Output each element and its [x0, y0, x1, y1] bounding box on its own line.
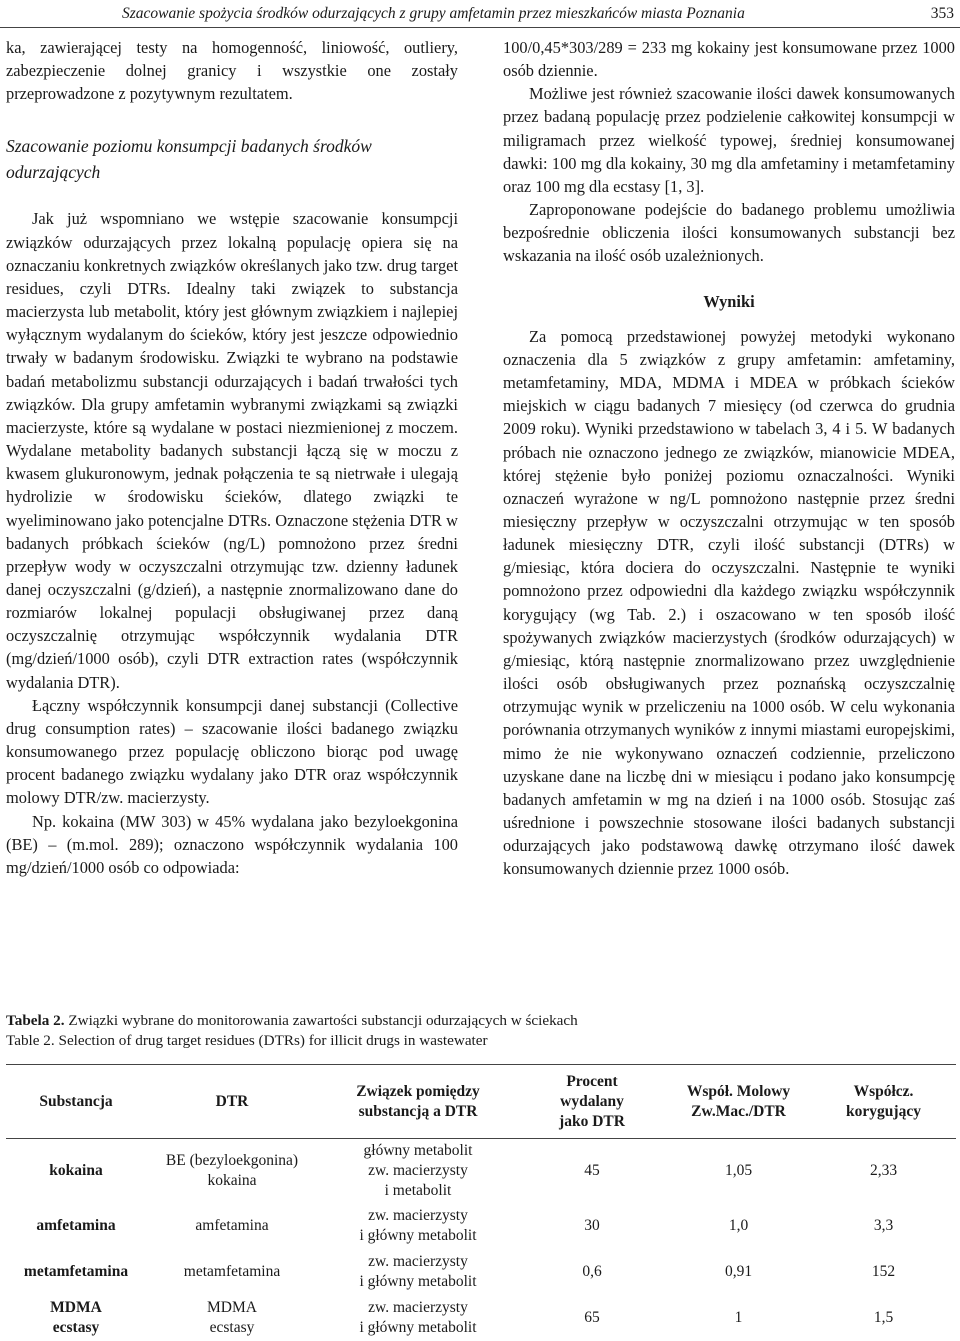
paragraph-approach: Zaproponowane podejście do badanego problemu umożliwia bezpośrednie obliczenia ilości konsumowanych substancji bez wskazania na ilość osób uzależnionych. — [503, 200, 955, 266]
col-header-dtr: DTR — [146, 1065, 318, 1139]
cell-correction: 1,5 — [873, 1309, 894, 1326]
table-caption-en: Table 2. Selection of drug target residues (DTRs) for illicit drugs in wastewater — [6, 1032, 488, 1049]
paragraph-continuation: 100/0,45*303/289 = 233 mg kokainy jest konsumowane przez 1000 osób dziennie. — [503, 38, 955, 81]
table-caption-label: Tabela 2. — [6, 1012, 65, 1029]
cell-relation: zw. macierzysty i główny metabolit — [359, 1299, 477, 1336]
cell-correction: 152 — [871, 1263, 896, 1280]
paragraph-results: Za pomocą przedstawionej powyżej metodyki wykonano oznaczenia dla 5 związków z grupy amfetamin: amfetaminy, metamfetaminy, MDA, MDMA i MDEA w próbkach ścieków miejskich w ciągu badanych 7 miesięcy (od czerwca do grudnia 2009 roku). Wyniki przedstawiono w tabelach 3, 4 i 5. W badanych próbach nie oznaczono jednego ze związków, mianowicie MDEA, której stężenie było poniżej poziomu oznaczalności. Wyniki oznaczeń wyrażone w ng/L pomnożono następnie przez średni miesięczny przepływ w oczyszczalni otrzymując w ten sposób ładunek miesięczny DTR, czyli ilość substancji (DTRs) w g/miesiąc, która dociera do oczyszczalni. Następnie te wyniki pomnożono przez odpowiedni dla każdego związku współczynnik korygujący (wg Tab. 2.) i oszacowano w ten sposób ilość spożywanych związków macierzystych (środków odurzających) w g/miesiąc, którą następnie znormalizowano przez uwzględnienie ilości osób obsługiwanych przez poznańską oczyszczalnię otrzymując wynik w przeliczeniu na 1000 osób. W celu wykonania porównania otrzymanych wyników z innymi miastami europejskimi, mimo że nie wykonywano oznaczeń codziennie, przeliczono uzyskane dane na liczbę dni w miesiącu i podano jako konsumpcję badanych amfetamin w mg na dzień i na 1000 osób. Stosując zaś uśrednione i powszechnie stosowane ilości badanych substancji odurzających jako podstawową dawkę otrzymano ilość dawek konsumowanych dziennie przez 1000 osób. — [503, 326, 956, 879]
paragraph-intro: ka, zawierającej testy na homogenność, liniowość, outliery, zabezpieczenie dolnej granicy i wszystkie one zostały przeprowadzone z pozytywnym rezultatem. — [6, 38, 458, 104]
cell-dtr: MDMA ecstasy — [207, 1299, 257, 1336]
cell-correction: 3,3 — [873, 1217, 894, 1234]
col-header-molar: Współ. Molowy Zw.Mac./DTR — [666, 1065, 811, 1139]
cell-percent: 65 — [584, 1309, 600, 1326]
paragraph-doses: Możliwe jest również szacowanie ilości dawek konsumowanych przez badaną populację przez podzielenie całkowitej konsumpcji w miligramach przez wielkość typowej, średniej konsumowanej dawki: 100 mg dla kokainy, 30 mg dla amfetaminy i metamfetaminy oraz 100 mg dla ecstasy [1, 3]. — [503, 84, 955, 196]
cell-percent: 30 — [584, 1217, 600, 1234]
col-header-relation: Związek pomiędzy substancją a DTR — [318, 1065, 518, 1139]
table-row — [6, 1139, 956, 1204]
cell-dtr: amfetamina — [195, 1217, 269, 1234]
table-caption-pl-text: Związki wybrane do monitorowania zawartości substancji odurzających w ściekach — [64, 1012, 578, 1029]
cell-substance: metamfetamina — [23, 1263, 129, 1280]
cell-correction: 2,33 — [869, 1162, 898, 1179]
table-row — [6, 1249, 956, 1295]
table-caption — [6, 1011, 578, 1051]
col-header-correction: Współcz. korygujący — [811, 1065, 956, 1139]
table-header-row — [6, 1065, 956, 1139]
cell-dtr: BE (bezyloekgonina) kokaina — [165, 1152, 299, 1189]
section-heading: Szacowanie poziomu konsumpcji badanych środków odurzających — [6, 136, 372, 183]
table-row — [6, 1203, 956, 1249]
col-header-percent: Procent wydalany jako DTR — [518, 1065, 666, 1139]
cell-substance: MDMA ecstasy — [50, 1299, 102, 1336]
results-heading: Wyniki — [703, 291, 755, 311]
table-dtr-selection — [6, 1064, 956, 1341]
running-title: Szacowanie spożycia środków odurzających z grupy amfetamin przez mieszkańców miasta Poznania — [122, 5, 745, 22]
cell-percent: 0,6 — [582, 1263, 602, 1280]
running-header — [0, 0, 960, 28]
paragraph-example: Np. kokaina (MW 303) w 45% wydalana jako bezyloekgonina (BE) – (m.mol. 289); oznaczono współczynnik wydalania 100 mg/dzień/1000 osób co odpowiada: — [6, 811, 458, 877]
cell-substance: kokaina — [49, 1162, 103, 1179]
cell-molar: 1,0 — [728, 1217, 749, 1234]
page-number: 353 — [930, 5, 954, 22]
cell-relation: zw. macierzysty i główny metabolit — [359, 1207, 477, 1244]
cell-molar: 0,91 — [724, 1263, 753, 1280]
cell-molar: 1,05 — [724, 1162, 753, 1179]
col-header-substance: Substancja — [6, 1065, 146, 1139]
paragraph-consumption-rates: Łączny współczynnik konsumpcji danej substancji (Collective drug consumption rates) – szacowanie ilości badanego związku konsumowanego przez populację obliczono biorąc pod uwagę procent badanego związku wydalany jako DTR oraz współczynnik molowy DTR/zw. macierzysty. — [6, 695, 458, 808]
cell-substance: amfetamina — [36, 1217, 116, 1234]
cell-dtr: metamfetamina — [183, 1263, 281, 1280]
cell-relation: główny metabolit zw. macierzysty i metabolit — [363, 1142, 473, 1199]
right-column — [503, 36, 955, 880]
cell-percent: 45 — [584, 1162, 600, 1179]
left-column — [6, 36, 458, 879]
cell-relation: zw. macierzysty i główny metabolit — [359, 1253, 477, 1290]
cell-molar: 1 — [734, 1309, 743, 1326]
table-caption-pl — [6, 1011, 578, 1031]
table-row — [6, 1295, 956, 1341]
paragraph-dtr: Jak już wspomniano we wstępie szacowanie konsumpcji związków odurzających przez lokalną populację opiera się na oznaczaniu konkretnych związków określanych jako tzw. drug target residues, czyli DTRs. Idealny taki związek to substancja macierzysta lub metabolit, który jest głównym związkiem i najlepiej wyłącznym wydalanym do ścieków, który jest jeszcze odpowiednio trwały w badanym środowisku. Związki te wybrano na podstawie badań metabolizmu substancji odurzających i badań trwałości tych związków. Dla grupy amfetamin wybranymi związkami są związki macierzyste, które są wydalane w postaci niezmienionej z moczem. Wydalane metabolity badanych substancji łączą się w moczu z kwasem glukuronowym, jednak połączenia te są nietrwałe i ulegają hydrolizie w środowisku ścieków, dlatego związki te wyeliminowano jako potencjalne DTRs. Oznaczone stężenia DTR w badanych próbkach ścieków (ng/L) pomnożono przez średni przepływ wody w oczyszczalni otrzymując tzw. dzienny ładunek danej oczyszczalni (g/dzień), a następnie znormalizowano dane do rozmiarów lokalnej populacji obsługiwanej przez daną oczyszczalnię otrzymując współczynnik wydalania DTR (mg/dzień/1000 osób), czyli DTR extraction rates (współczynnik wydalania DTR). — [6, 209, 458, 692]
